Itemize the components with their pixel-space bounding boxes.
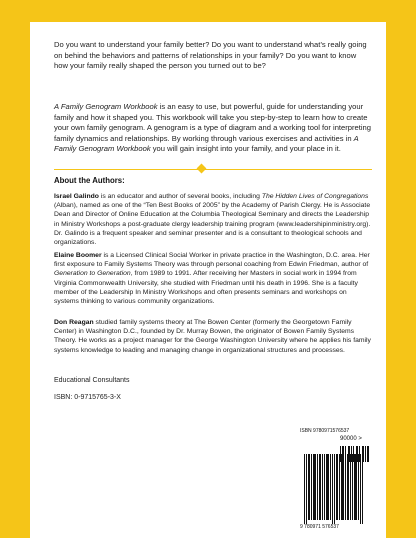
author-bio-galindo — [54, 192, 372, 247]
workbook-title-2: A Family Genogram Workbook — [54, 133, 359, 154]
author-bio-text: studied family systems theory at The Bowen Center (formerly the Georgetown Family Center) in Washington D.C., founded by Dr. Murray Bowen, the originator of Bowen Family Systems Theory. He works as a project manager for the George Washington University where he applies his family systems knowledge to leading and managing change in organizational structures and processes. — [54, 319, 371, 354]
barcode — [300, 428, 376, 532]
divider-ornament-icon — [197, 164, 207, 174]
publisher-name: Educational Consultants — [54, 377, 130, 384]
intro-questions: Do you want to understand your family better? Do you want to understand what’s really going on behind the behaviors and patterns of relationships in your family? Do you want to know how your family really shaped the person you turned out to be? — [54, 40, 367, 71]
author-bio-reagan — [54, 318, 372, 355]
barcode-bars-icon — [304, 454, 364, 524]
barcode-price-code: 90000 > — [340, 436, 362, 442]
barcode-digits: 9 780971 576537 — [300, 524, 339, 530]
author-name: Israel Galindo — [54, 193, 99, 200]
author-bio-boomer — [54, 251, 372, 306]
workbook-title: A Family Genogram Workbook — [54, 102, 158, 111]
intro-description — [54, 102, 372, 155]
book-title: Generation to Generation — [54, 270, 131, 278]
author-bio-text: is an educator and author of several books, including — [98, 193, 262, 200]
intro-description-text-1: is an easy to use, but powerful, guide for understanding your family and how it shaped you. This workbook will take you step-by-step to learn how to create your own family genogram. A genogram is a type of diagram and a working tool for interpreting family dynamics and relationships. By working through various exercises and activities in — [54, 102, 371, 143]
author-bio-text-2: (Alban), named as one of the “Ten Best Books of 2005” by the Academy of Parish Clergy. He is Associate Dean and Director of Online Education at the Columbia Theological Seminary and directs the Leadership in Ministry Workshops a post-graduate clergy leadership training program (www.leadershipinministry.org). Dr. Galindo is a frequent speaker and seminar presenter and is a consultant to theological schools and organizations. — [54, 202, 371, 247]
book-title: The Hidden Lives of Congregations — [261, 193, 369, 200]
isbn-text: ISBN: 0-9715765-3-X — [54, 394, 121, 401]
author-name: Don Reagan — [54, 319, 94, 326]
section-divider — [54, 169, 372, 170]
about-heading: About the Authors: — [54, 176, 125, 185]
author-bio-text: is a Licensed Clinical Social Worker in private practice in the Washington, D.C. area. Her first exposure to Family Systems Theory was through personal coaching from Edwin Friedman, author of — [54, 252, 370, 269]
author-name: Elaine Boomer — [54, 252, 102, 259]
author-bio-text-2: , from 1989 to 1991. After receiving her Masters in social work in 1994 from Virginia Commonwealth University, she studied with Friedman until his death in 1996. She is a faculty member of the Leadership In Ministry Workshops and often presents seminars and workshops on systems thinking to various community organizations. — [54, 270, 358, 306]
intro-description-text-2: you will gain insight into your family, and your place in it. — [150, 144, 341, 154]
back-cover-panel — [30, 22, 386, 538]
barcode-isbn-label: ISBN 9780971576537 — [300, 428, 350, 434]
